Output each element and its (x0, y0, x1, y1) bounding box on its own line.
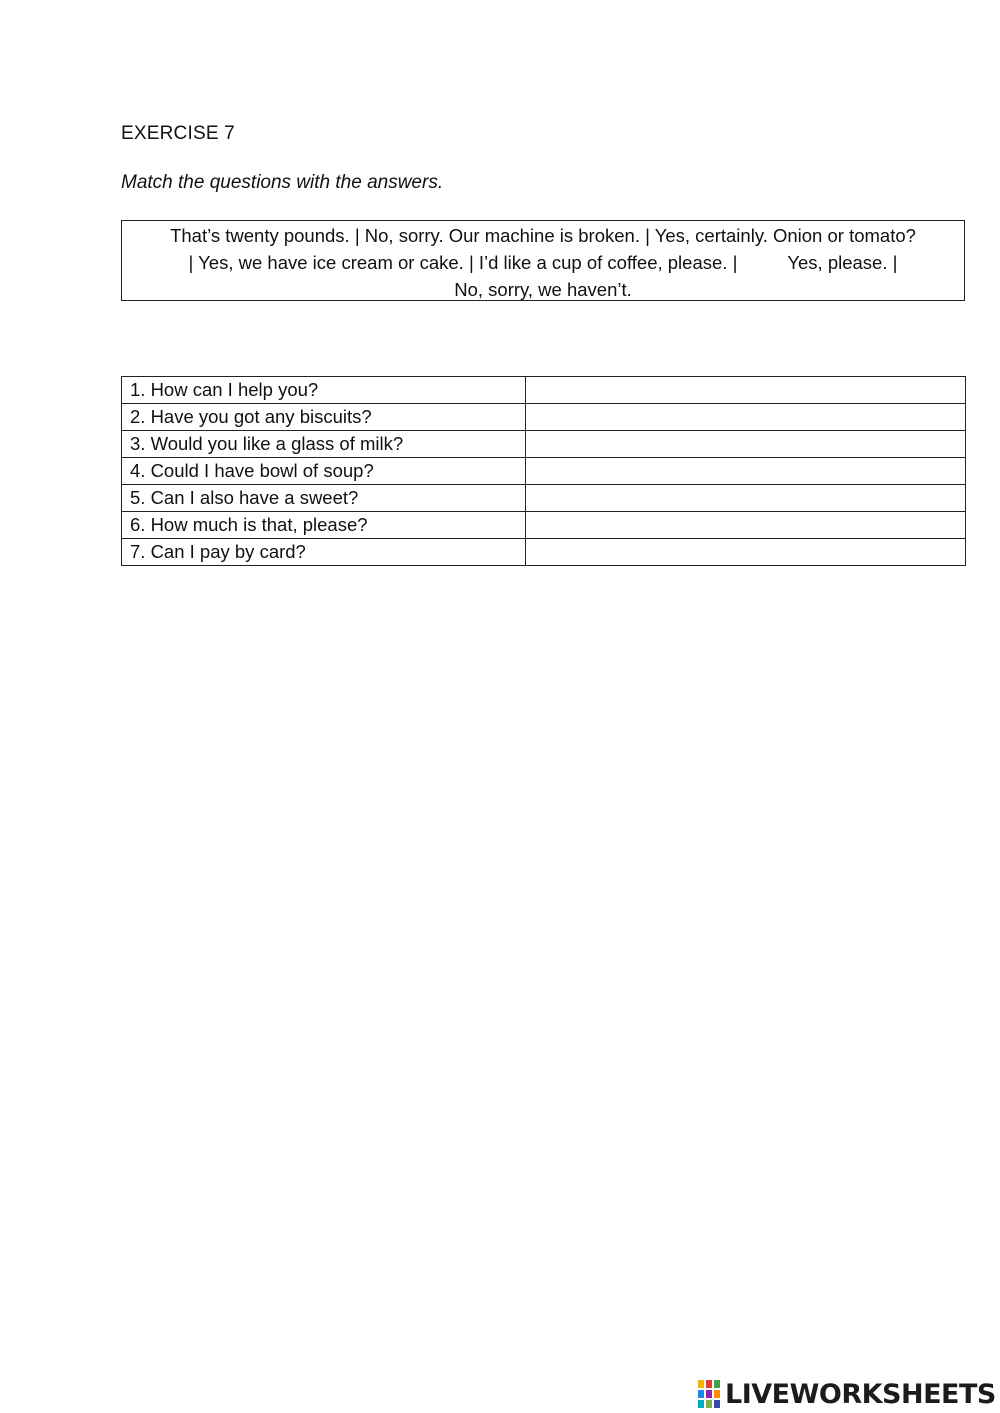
question-cell: 1. How can I help you? (122, 377, 526, 404)
logo-text: LIVEWORKSHEETS (725, 1378, 996, 1410)
question-cell: 2. Have you got any biscuits? (122, 404, 526, 431)
question-cell: 5. Can I also have a sweet? (122, 485, 526, 512)
liveworksheets-logo-icon (697, 1379, 721, 1409)
answer-word-bank (121, 220, 965, 301)
table-row (122, 431, 966, 458)
question-cell: 6. How much is that, please? (122, 512, 526, 539)
table-row (122, 458, 966, 485)
table-row (122, 539, 966, 566)
answer-cell[interactable] (525, 377, 965, 404)
table-row (122, 485, 966, 512)
word-bank-line-2a: | Yes, we have ice cream or cake. | I’d like a cup of coffee, please. | (188, 252, 738, 273)
exercise-title: EXERCISE 7 (121, 123, 235, 144)
answer-cell[interactable] (525, 512, 965, 539)
answer-cell[interactable] (525, 431, 965, 458)
word-bank-line-2 (126, 249, 960, 276)
liveworksheets-logo (697, 1377, 996, 1411)
matching-table (121, 376, 966, 566)
table-row (122, 512, 966, 539)
table-row (122, 404, 966, 431)
table-row (122, 377, 966, 404)
word-bank-line-1: That’s twenty pounds. | No, sorry. Our machine is broken. | Yes, certainly. Onion or tomato? (170, 225, 916, 246)
exercise-instruction: Match the questions with the answers. (121, 172, 444, 193)
question-cell: 7. Can I pay by card? (122, 539, 526, 566)
word-bank-line-2b: Yes, please. | (787, 252, 898, 273)
word-bank-line-3: No, sorry, we haven’t. (454, 279, 632, 300)
answer-cell[interactable] (525, 485, 965, 512)
answer-cell[interactable] (525, 539, 965, 566)
question-cell: 3. Would you like a glass of milk? (122, 431, 526, 458)
answer-cell[interactable] (525, 458, 965, 485)
answer-cell[interactable] (525, 404, 965, 431)
question-cell: 4. Could I have bowl of soup? (122, 458, 526, 485)
